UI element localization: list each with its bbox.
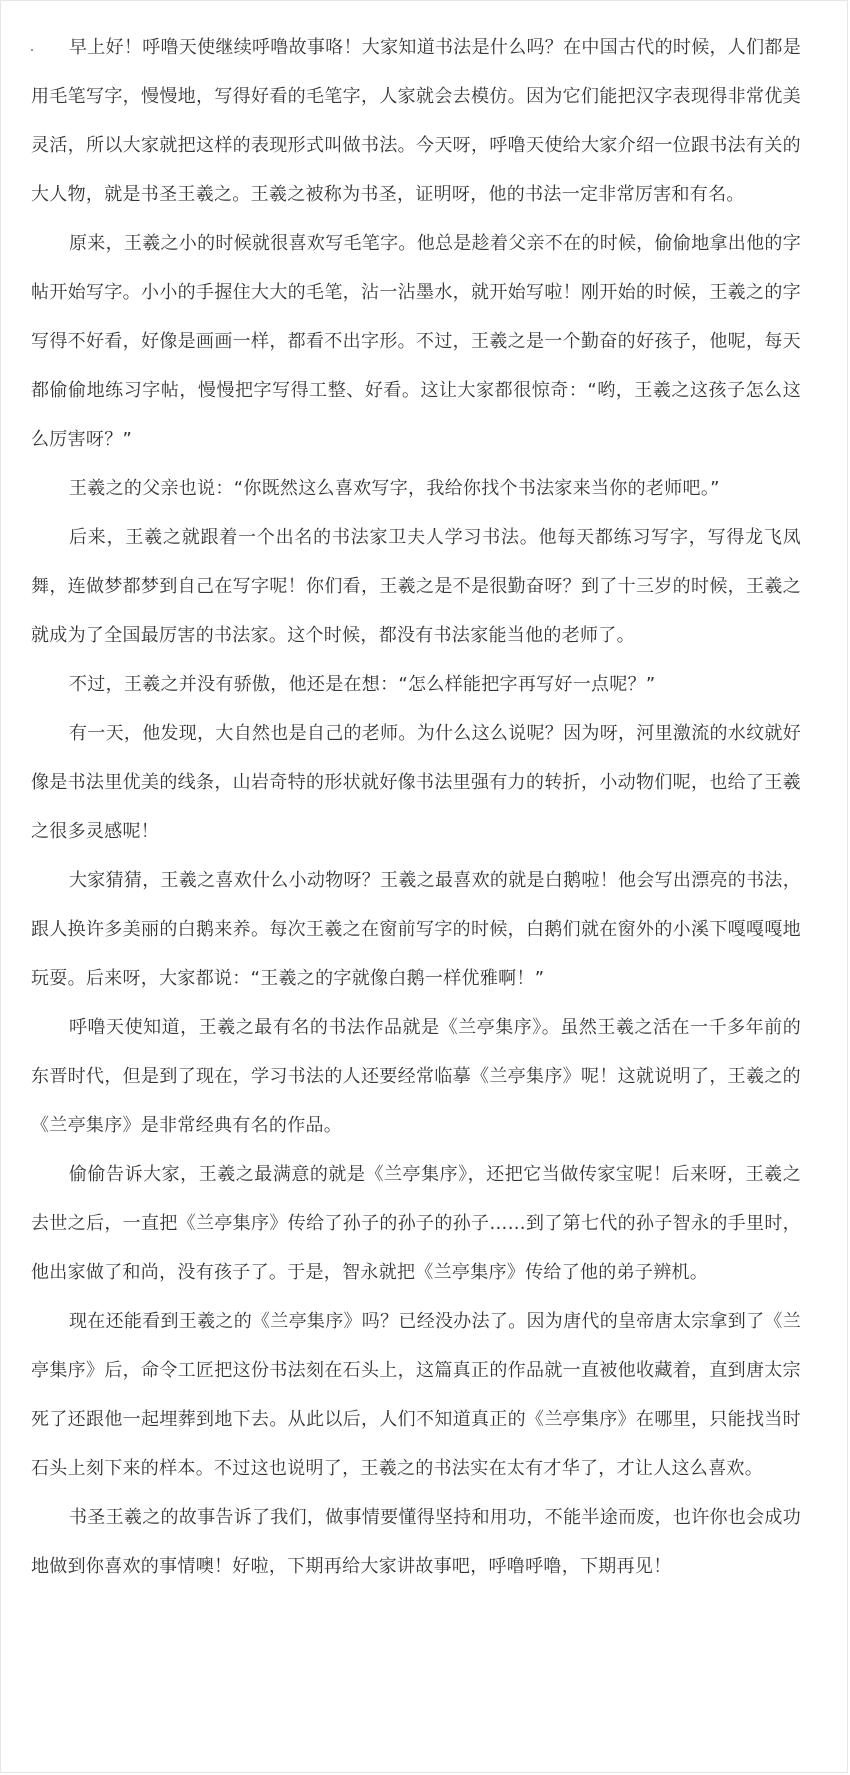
paragraph: 王羲之的父亲也说：“你既然这么喜欢写字，我给你找个书法家来当你的老师吧。” [69, 478, 720, 499]
paragraph: 有一天，他发现，大自然也是自己的老师。为什么这么说呢？因为呀，河里激流的水纹就好像是书法里优美的线条，山岩奇特的形状就好像书法里强有力的转折，小动物们呢，也给了王羲之很多灵感呢！ [31, 723, 801, 842]
paragraph: 大家猜猜，王羲之喜欢什么小动物呀？王羲之最喜欢的就是白鹅啦！他会写出漂亮的书法，跟人换许多美丽的白鹅来养。每次王羲之在窗前写字的时候，白鹅们就在窗外的小溪下嘎嘎嘎地玩耍。后来呀，大家都说：“王羲之的字就像白鹅一样优雅啊！” [31, 870, 801, 989]
article-body [31, 23, 801, 1591]
paragraph: 原来，王羲之小的时候就很喜欢写毛笔字。他总是趁着父亲不在的时候，偷偷地拿出他的字帖开始写字。小小的手握住大大的毛笔，沾一沾墨水，就开始写啦！刚开始的时候，王羲之的字写得不好看，好像是画画一样，都看不出字形。不过，王羲之是一个勤奋的好孩子，他呢，每天都偷偷地练习字帖，慢慢把字写得工整、好看。这让大家都很惊奇：“哟，王羲之这孩子怎么这么厉害呀？” [31, 233, 801, 450]
paragraph: 呼噜天使知道，王羲之最有名的书法作品就是《兰亭集序》。虽然王羲之活在一千多年前的东晋时代，但是到了现在，学习书法的人还要经常临摹《兰亭集序》呢！这就说明了，王羲之的《兰亭集序》是非常经典有名的作品。 [31, 1017, 801, 1136]
paragraph: 早上好！呼噜天使继续呼噜故事咯！大家知道书法是什么吗？在中国古代的时候，人们都是用毛笔写字，慢慢地，写得好看的毛笔字，人家就会去模仿。因为它们能把汉字表现得非常优美灵活，所以大家就把这样的表现形式叫做书法。今天呀，呼噜天使给大家介绍一位跟书法有关的大人物，就是书圣王羲之。王羲之被称为书圣，证明呀，他的书法一定非常厉害和有名。 [31, 37, 801, 205]
paragraph: 不过，王羲之并没有骄傲，他还是在想：“怎么样能把字再写好一点呢？” [69, 674, 656, 695]
paragraph: 偷偷告诉大家，王羲之最满意的就是《兰亭集序》，还把它当做传家宝呢！后来呀，王羲之去世之后，一直把《兰亭集序》传给了孙子的孙子的孙子……到了第七代的孙子智永的手里时，他出家做了和尚，没有孩子了。于是，智永就把《兰亭集序》传给了他的弟子辨机。 [31, 1164, 801, 1283]
paragraph: 后来，王羲之就跟着一个出名的书法家卫夫人学习书法。他每天都练习写字，写得龙飞凤舞，连做梦都梦到自己在写字呢！你们看，王羲之是不是很勤奋呀？到了十三岁的时候，王羲之就成为了全国最厉害的书法家。这个时候，都没有书法家能当他的老师了。 [31, 527, 801, 646]
paragraph: 书圣王羲之的故事告诉了我们，做事情要懂得坚持和用功，不能半途而废，也许你也会成功地做到你喜欢的事情噢！好啦，下期再给大家讲故事吧，呼噜呼噜，下期再见！ [31, 1507, 801, 1577]
paragraph: 现在还能看到王羲之的《兰亭集序》吗？已经没办法了。因为唐代的皇帝唐太宗拿到了《兰亭集序》后，命令工匠把这份书法刻在石头上，这篇真正的作品就一直被他收藏着，直到唐太宗死了还跟他一起埋葬到地下去。从此以后，人们不知道真正的《兰亭集序》在哪里，只能找当时石头上刻下来的样本。不过这也说明了，王羲之的书法实在太有才华了，才让人这么喜欢。 [31, 1311, 801, 1479]
